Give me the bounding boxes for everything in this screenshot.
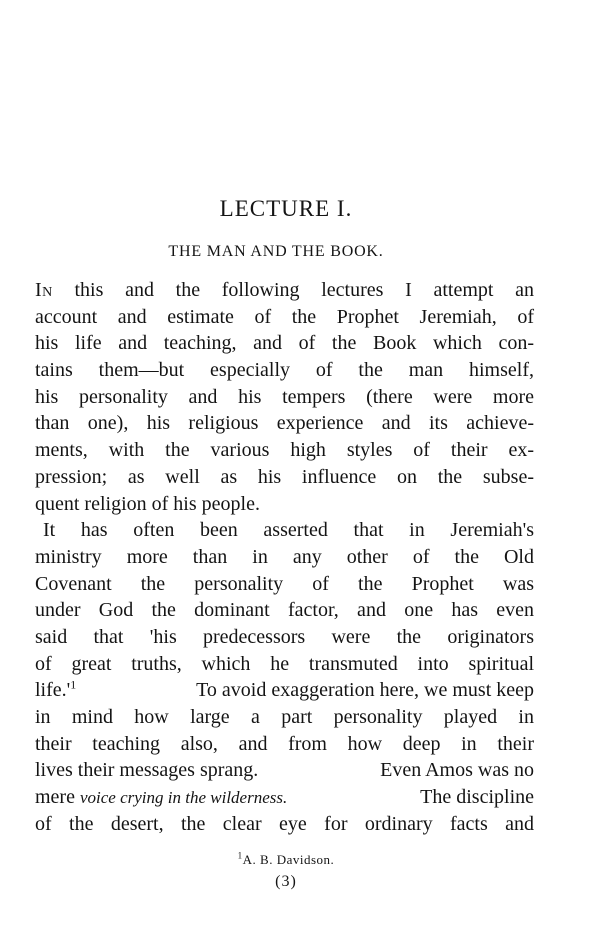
page-number: (3)	[275, 873, 297, 890]
text-line-21: of the desert, the clear eye for ordinary facts and	[35, 812, 534, 835]
text-line-10: It has often been asserted that in Jeremiah's	[43, 519, 534, 542]
text-line-19	[35, 757, 534, 784]
text-line-13: under God the dominant factor, and one has even	[35, 599, 534, 622]
footnote	[0, 852, 572, 868]
italic-phrase: voice crying in the wilderness.	[79, 788, 288, 808]
text-line-8: pression; as well as his influence on the subse-	[35, 465, 534, 488]
text-line-11: ministry more than in any other of the Old	[35, 545, 534, 568]
text-line-14: said that 'his predecessors were the originators	[35, 625, 534, 648]
text-line-20-end: The discipline	[420, 786, 534, 809]
text-line-15: of great truths, which he transmuted into spiritual	[35, 652, 534, 675]
quote-end: life.'	[35, 679, 71, 702]
text-line-19-start: lives their messages sprang.	[35, 759, 259, 782]
text-line-5: his personality and his tempers (there were more	[35, 385, 534, 408]
drop-cap-word: In	[35, 279, 53, 301]
footnote-marker: 1	[237, 850, 243, 861]
footnote-text: A. B. Davidson.	[242, 852, 335, 867]
text-line-1	[35, 277, 534, 304]
text-line-20	[35, 784, 534, 811]
text-line-1-rest: this and the following lectures I attempt an	[74, 279, 535, 301]
footnote-reference: 1	[70, 677, 77, 692]
text-line-19-end: Even Amos was no	[380, 759, 534, 782]
text-line-4: tains them—but especially of the man himself,	[35, 359, 534, 382]
body-text	[35, 277, 534, 837]
text-line-20-mere: mere	[35, 786, 75, 809]
text-line-7: ments, with the various high styles of their ex-	[35, 439, 534, 462]
text-line-16-start	[35, 677, 76, 704]
text-line-16-end: To avoid exaggeration here, we must keep	[196, 679, 534, 702]
text-line-2: account and estimate of the Prophet Jeremiah, of	[35, 305, 534, 328]
text-line-9: quent religion of his people.	[35, 492, 260, 515]
text-line-6: than one), his religious experience and its achieve-	[35, 412, 534, 435]
text-line-20-start	[35, 784, 287, 811]
text-line-12: Covenant the personality of the Prophet was	[35, 572, 534, 595]
lecture-subtitle: THE MAN AND THE BOOK.	[168, 243, 384, 260]
text-line-17: in mind how large a part personality played in	[35, 706, 534, 728]
lecture-title: LECTURE I.	[219, 196, 353, 221]
text-line-16	[35, 677, 534, 704]
text-line-18: their teaching also, and from how deep in their	[35, 732, 534, 755]
text-line-3: his life and teaching, and of the Book which con-	[35, 332, 534, 355]
